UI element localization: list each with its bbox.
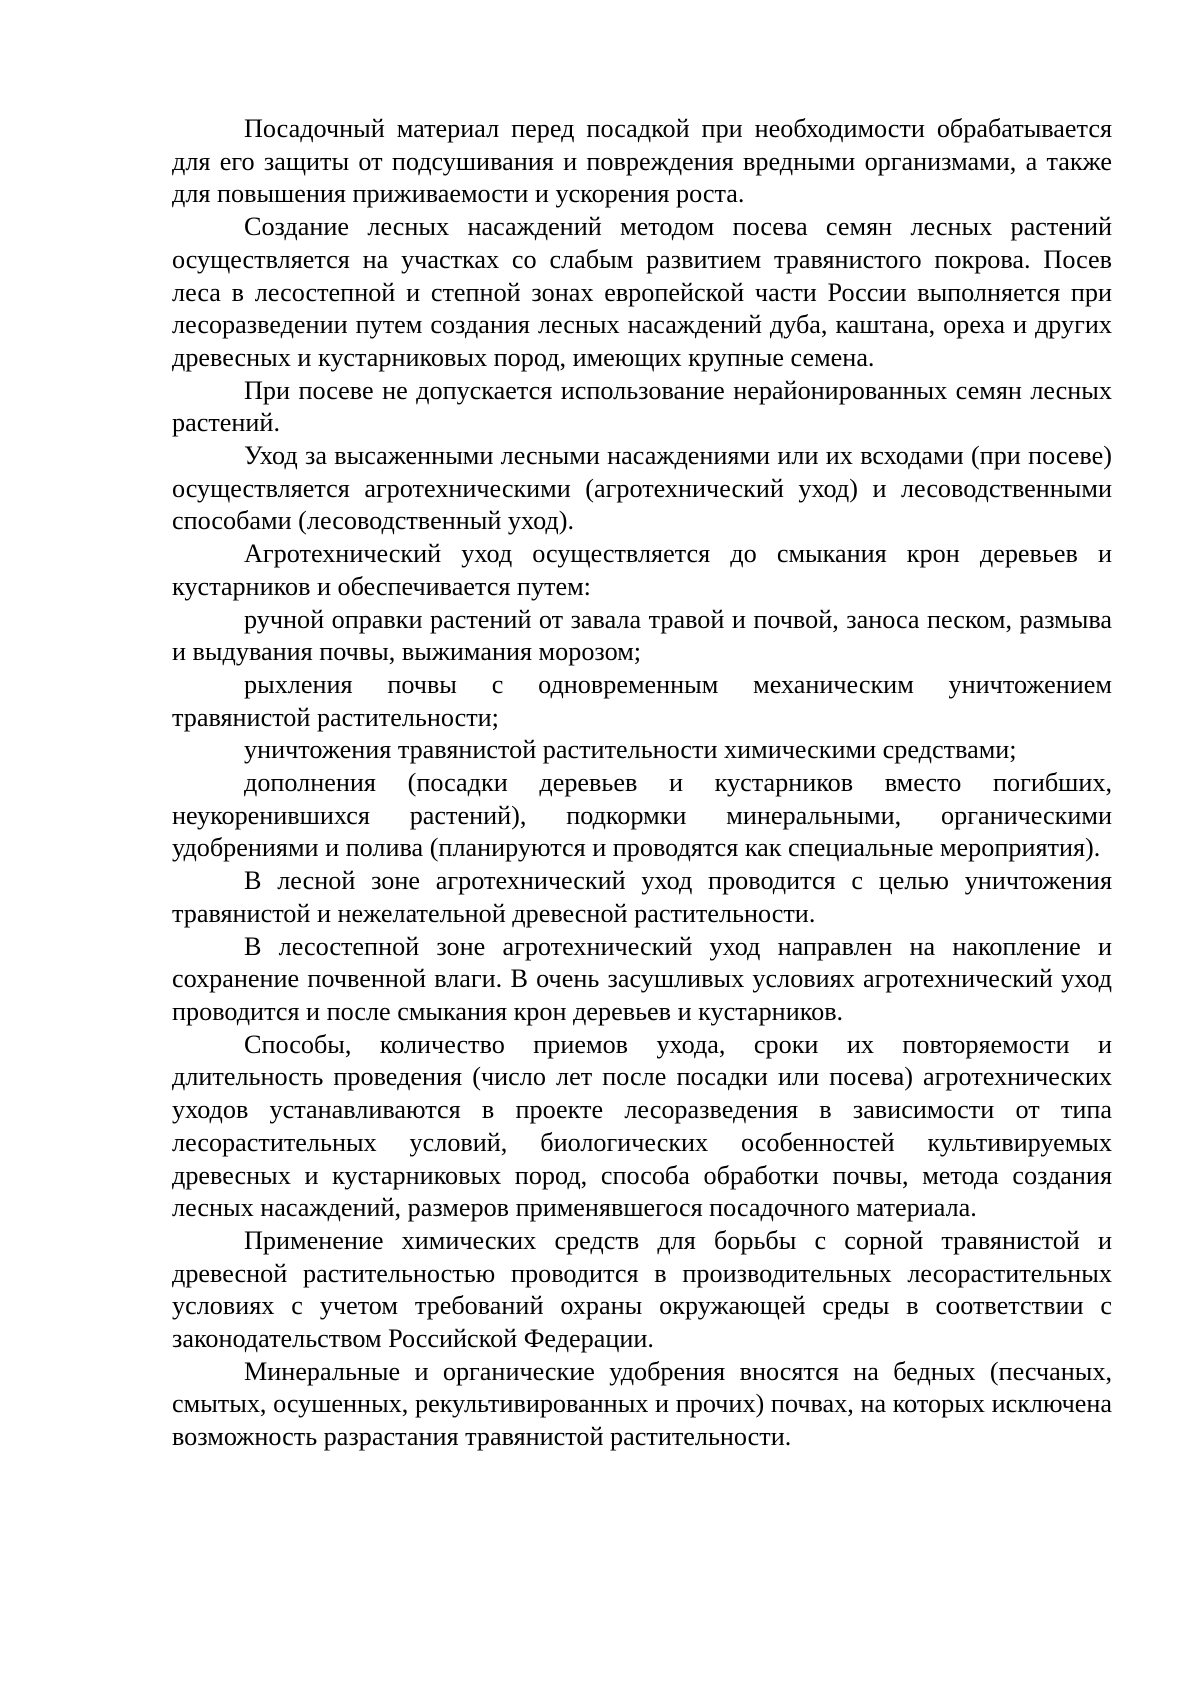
document-page [172, 113, 1112, 1454]
paragraph-care-planning: Способы, количество приемов ухода, сроки их повторяемости и длительность проведения (число лет после посадки или посева) агротехнических уходов устанавливаются в проекте лесоразведения в зависимости от типа лесорастительных условий, биологических особенностей культивируемых древесных и кустарниковых пород, способа обработки почвы, метода создания лесных насаждений, размеров применявшегося посадочного материала. [172, 1029, 1112, 1223]
paragraph-chemical-use: Применение химических средств для борьбы с сорной травянистой и древесной растительностью проводится в производительных лесорастительных условиях с учетом требований охраны окружающей среды в соответствии с законодательством Российской Федерации. [172, 1225, 1112, 1354]
list-item-manual-adjustment: ручной оправки растений от завала травой и почвой, заноса песком, размыва и выдувания почвы, выжимания морозом; [172, 604, 1112, 667]
paragraph-forest-zone: В лесной зоне агротехнический уход проводится с целью уничтожения травянистой и нежелательной древесной растительности. [172, 866, 1112, 928]
list-item-supplementation: дополнения (посадки деревьев и кустарников вместо погибших, неукоренившихся растений), подкормки минеральными, органическими удобрениями и полива (планируются и проводятся как специальные мероприятия). [172, 768, 1112, 863]
paragraph-forest-steppe-zone: В лесостепной зоне агротехнический уход направлен на накопление и сохранение почвенной влаги. В очень засушливых условиях агротехнический уход проводится и после смыкания крон деревьев и кустарников. [172, 931, 1112, 1026]
list-item-chemical-control: уничтожения травянистой растительности химическими средствами; [244, 735, 1017, 765]
paragraph-agrotechnical-care: Агротехнический уход осуществляется до смыкания крон деревьев и кустарников и обеспечивается путем: [172, 539, 1112, 601]
paragraph-planting-material-treatment: Посадочный материал перед посадкой при необходимости обрабатывается для его защиты от подсушивания и повреждения вредными организмами, а также для повышения приживаемости и ускорения роста. [172, 114, 1112, 209]
paragraph-fertilizers: Минеральные и органические удобрения вносятся на бедных (песчаных, смытых, осушенных, рекультивированных и прочих) почвах, на которых исключена возможность разрастания травянистой растительности. [172, 1356, 1112, 1452]
paragraph-seed-sowing: Создание лесных насаждений методом посева семян лесных растений осуществляется на участках со слабым развитием травянистого покрова. Посев леса в лесостепной и степной зонах европейской части России выполняется при лесоразведении путем создания лесных насаждений дуба, каштана, ореха и других древесных и кустарниковых пород, имеющих крупные семена. [172, 212, 1112, 372]
list-item-loosening-soil: рыхления почвы с одновременным механическим уничтожением травянистой растительности; [172, 669, 1112, 732]
paragraph-care-methods: Уход за высаженными лесными насаждениями или их всходами (при посеве) осуществляется агротехническими (агротехнический уход) и лесоводственными способами (лесоводственный уход). [172, 441, 1112, 536]
paragraph-non-zoned-seeds: При посеве не допускается использование нерайонированных семян лесных растений. [172, 375, 1112, 438]
